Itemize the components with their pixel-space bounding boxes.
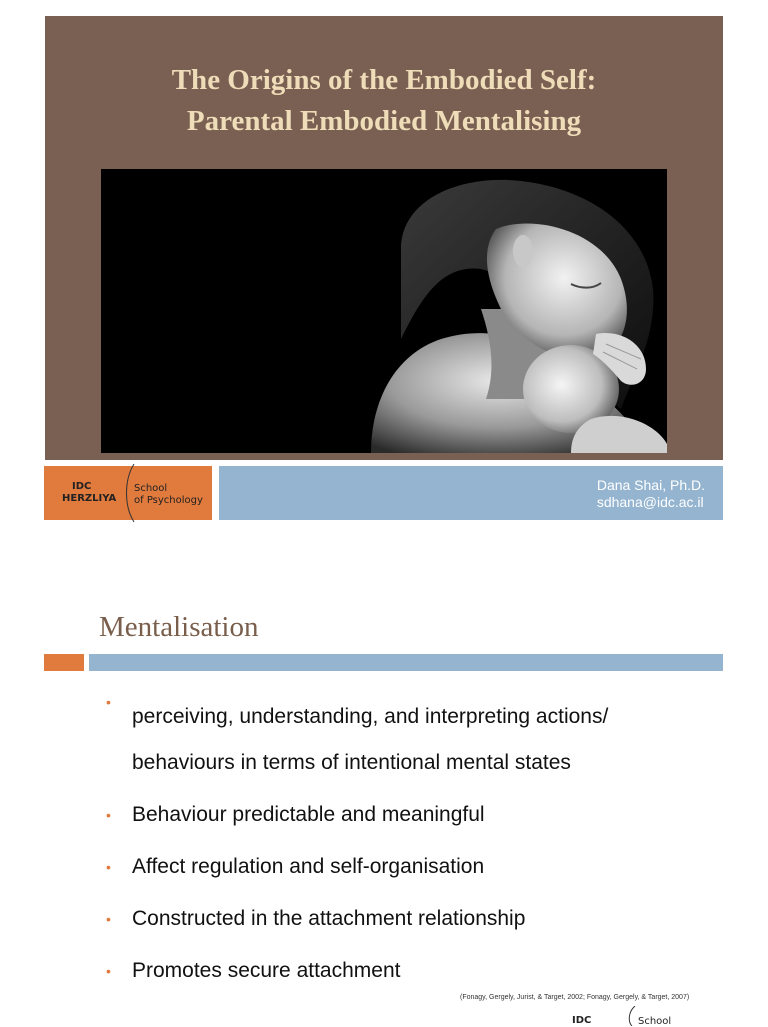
- author-email: sdhana@idc.ac.il: [596, 494, 704, 510]
- bullet-list: [106, 694, 726, 1000]
- slide-title-line1: The Origins of the Embodied Self:: [171, 64, 597, 96]
- idc-logo-idc: IDC: [72, 481, 92, 492]
- bullet-text-continued: behaviours in terms of intentional mental states: [132, 751, 571, 774]
- bullet-item: [106, 896, 726, 942]
- slide-title: [45, 60, 723, 142]
- citation: (Fonagy, Gergely, Jurist, & Target, 2002; Fonagy, Gergely, & Target, 2007): [460, 994, 690, 1001]
- bullet-text: perceiving, understanding, and interpreting actions/: [132, 705, 609, 728]
- footer-logo-idc: IDC: [572, 1015, 592, 1026]
- bullet-dot-icon: •: [106, 859, 111, 875]
- bullet-dot-icon: •: [106, 963, 111, 979]
- idc-logo-school: [134, 483, 203, 507]
- bullet-item: [106, 694, 726, 786]
- author-name: Dana Shai, Ph.D.: [596, 477, 705, 493]
- mother-infant-illustration: [101, 169, 667, 453]
- author-info: [597, 477, 705, 511]
- bullet-text: Promotes secure attachment: [132, 959, 401, 982]
- bullet-item: [106, 844, 726, 890]
- logo-school-line2: of Psychology: [134, 495, 203, 506]
- idc-logo-herzliya: HERZLIYA: [62, 493, 117, 504]
- bullet-item: [106, 792, 726, 838]
- bullet-dot-icon: •: [106, 911, 111, 927]
- bullet-dot-icon: •: [106, 807, 111, 823]
- bullet-item: [106, 948, 726, 994]
- slide-title-line2: Parental Embodied Mentalising: [186, 105, 582, 137]
- idc-logo: [44, 466, 212, 520]
- heading-rule-accent: [44, 654, 84, 671]
- footer-logo-school: School: [638, 1016, 672, 1027]
- footer-logo-arc-icon: [626, 1006, 636, 1026]
- author-bar: [219, 466, 723, 520]
- bullet-text: Affect regulation and self-organisation: [132, 855, 485, 878]
- mentalisation-heading: Mentalisation: [99, 611, 259, 643]
- bullet-dot-icon: •: [106, 694, 111, 710]
- heading-rule-bar: [89, 654, 723, 671]
- idc-logo-wordmark: [62, 481, 116, 505]
- logo-school-line1: School: [134, 483, 168, 494]
- footer-idc-logo: [560, 1004, 680, 1027]
- bullet-text: Behaviour predictable and meaningful: [132, 803, 485, 826]
- mother-infant-photo: [101, 169, 667, 453]
- bullet-text: Constructed in the attachment relationship: [132, 907, 526, 930]
